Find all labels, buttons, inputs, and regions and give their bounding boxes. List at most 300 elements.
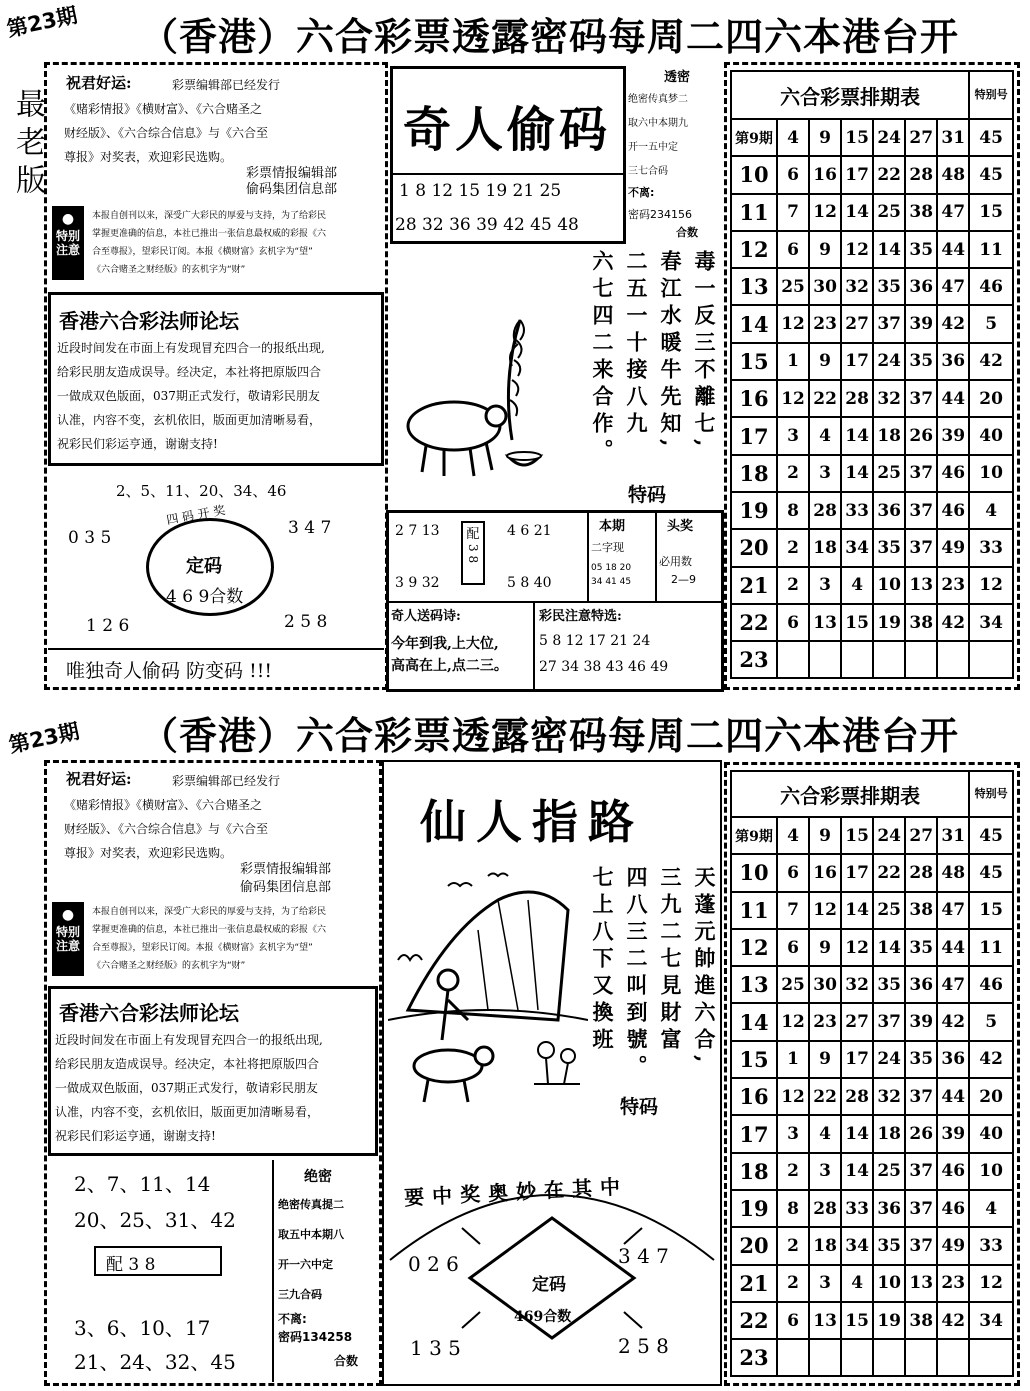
- schedule-row: [731, 231, 1013, 268]
- special-cell: 10: [969, 455, 1013, 492]
- number-cell: 35: [873, 529, 905, 566]
- number-cell: 35: [905, 343, 937, 380]
- number-cell: 49: [937, 529, 969, 566]
- number-cell: 37: [873, 305, 905, 342]
- number-cell: 35: [873, 268, 905, 305]
- number-cell: 24: [873, 343, 905, 380]
- period-cell: 20: [731, 529, 777, 566]
- notice-block: [52, 200, 382, 284]
- number-cell: 9: [809, 929, 841, 966]
- special-cell: [969, 641, 1013, 678]
- secret-code: 密码134258: [278, 1330, 353, 1344]
- schedule-row: [731, 604, 1013, 641]
- number-cell: 25: [873, 194, 905, 231]
- left-bottom-nums: 1 2 6: [86, 616, 130, 636]
- period-cell: 14: [731, 1003, 777, 1040]
- secret-line: 开一五中定: [628, 142, 678, 153]
- period-cell: 12: [731, 929, 777, 966]
- schedule-row: [731, 492, 1013, 529]
- benqi-nums: 05 18 20: [591, 563, 632, 573]
- divider: [533, 601, 535, 689]
- number-cell: 39: [905, 305, 937, 342]
- special-cell: 45: [969, 854, 1013, 891]
- tema-label: 特码: [628, 484, 667, 506]
- title-main: 奇人偷码: [403, 102, 612, 158]
- title-box: [390, 66, 626, 244]
- number-cell: 37: [905, 492, 937, 529]
- ding-sub: 469合数: [514, 1309, 572, 1325]
- special-cell: 12: [969, 567, 1013, 604]
- number-cell: 35: [873, 966, 905, 1003]
- period-cell: 21: [731, 567, 777, 604]
- period-cell: 11: [731, 892, 777, 929]
- period-cell: 23: [731, 641, 777, 678]
- number-cell: 3: [809, 1265, 841, 1302]
- poem-col-3: 春江水暖牛先知,: [658, 250, 683, 453]
- number-cell: 33: [841, 1190, 873, 1227]
- number-cell: 13: [809, 604, 841, 641]
- number-cell: 33: [841, 492, 873, 529]
- poem-col-4: 天蓬元帥進六合,: [692, 866, 717, 1069]
- number-cell: 23: [809, 1003, 841, 1040]
- number-cell: 7: [777, 194, 809, 231]
- number-cell: 37: [905, 1190, 937, 1227]
- number-cell: 47: [937, 194, 969, 231]
- number-cell: 6: [777, 604, 809, 641]
- number-cell: 3: [809, 455, 841, 492]
- period-cell: 19: [731, 492, 777, 529]
- period-cell: 15: [731, 1041, 777, 1078]
- number-cell: 38: [905, 194, 937, 231]
- period-cell: 22: [731, 1302, 777, 1339]
- secret-heshu: 合数: [676, 226, 698, 239]
- right-bottom-nums: 2 5 8: [618, 1334, 669, 1358]
- greeting-line: 《赌彩情报》《横财富》、《六合赌圣之: [64, 102, 263, 116]
- secret-line: 取五中本期八: [278, 1228, 344, 1241]
- greeting-line: 财经版》、《六合综合信息》与《六合至: [64, 126, 269, 140]
- special-cell: 20: [969, 380, 1013, 417]
- number-cell: 18: [809, 529, 841, 566]
- number-cell: 19: [873, 1302, 905, 1339]
- greeting-sign: 偷码集团信息部: [246, 182, 338, 197]
- number-cell: 14: [841, 1153, 873, 1190]
- number-cell: 36: [873, 1190, 905, 1227]
- special-cell: 46: [969, 966, 1013, 1003]
- special-cell: 11: [969, 231, 1013, 268]
- number-cell: 23: [809, 305, 841, 342]
- poem-col-1: 六七四二来合作。: [590, 250, 615, 466]
- number-cell: 26: [905, 1115, 937, 1152]
- number-cell: 18: [873, 1115, 905, 1152]
- number-cell: 39: [937, 417, 969, 454]
- special-cell: 15: [969, 892, 1013, 929]
- divider: [587, 513, 589, 601]
- schedule-row: [731, 1115, 1013, 1152]
- number-cell: 4: [809, 1115, 841, 1152]
- special-cell: 40: [969, 1115, 1013, 1152]
- schedule-row: [731, 1078, 1013, 1115]
- number-cell: 12: [841, 231, 873, 268]
- special-cell: 20: [969, 1078, 1013, 1115]
- schedule-row: [731, 380, 1013, 417]
- num-group: 3 9 32: [395, 575, 440, 591]
- number-cell: [777, 641, 809, 678]
- special-cell: 34: [969, 604, 1013, 641]
- poem-title: 奇人送码诗:: [391, 609, 461, 624]
- period-cell: 14: [731, 305, 777, 342]
- schedule-row: [731, 417, 1013, 454]
- greeting-block: [54, 764, 378, 894]
- period-cell: 23: [731, 1339, 777, 1376]
- schedule-row: [731, 1153, 1013, 1190]
- secret-line: 三七合码: [628, 166, 668, 177]
- number-cell: 36: [937, 343, 969, 380]
- schedule-row: [731, 817, 1013, 854]
- notice-line: 《六合赌圣之财经版》的玄机字为“财”: [92, 265, 246, 275]
- number-cell: 9: [809, 231, 841, 268]
- number-cell: 12: [809, 194, 841, 231]
- special-cell: 40: [969, 417, 1013, 454]
- special-cell: 46: [969, 268, 1013, 305]
- ding-title: 定码: [186, 556, 222, 577]
- secret-line: 取六中本期九: [628, 118, 688, 129]
- forum-line: 祝彩民们彩运亨通，谢谢支持!: [55, 1129, 216, 1143]
- number-cell: 49: [937, 1227, 969, 1264]
- number-cell: 12: [809, 892, 841, 929]
- schedule-row: [731, 854, 1013, 891]
- number-cell: 14: [841, 455, 873, 492]
- numbers-row: 1 8 12 15 19 21 25: [399, 181, 562, 201]
- period-cell: 20: [731, 1227, 777, 1264]
- number-cell: 38: [905, 1302, 937, 1339]
- slogan: 唯独奇人偷码 防变码 !!!: [66, 660, 272, 682]
- secret-nojump: 不离:: [278, 1312, 307, 1326]
- number-cell: 12: [777, 380, 809, 417]
- schedule-title: 六合彩票排期表: [731, 771, 969, 817]
- schedule-row: [731, 194, 1013, 231]
- number-cell: 9: [809, 343, 841, 380]
- number-cell: 24: [873, 1041, 905, 1078]
- divider: [389, 601, 721, 603]
- number-cell: 22: [809, 380, 841, 417]
- special-cell: 4: [969, 492, 1013, 529]
- number-cell: 44: [937, 231, 969, 268]
- bomb-icon: ●: [61, 211, 75, 227]
- special-cell: 42: [969, 1041, 1013, 1078]
- issue-label: 第23期: [6, 719, 82, 758]
- special-cell: 11: [969, 929, 1013, 966]
- poem-col-3: 三九二七見財富: [658, 866, 683, 1055]
- number-cell: 16: [809, 854, 841, 891]
- number-cell: 15: [841, 604, 873, 641]
- num-line: 20、25、31、42: [74, 1208, 236, 1232]
- notice-line: 本报自创刊以来，深受广大彩民的厚爱与支持，为了给彩民: [92, 907, 327, 917]
- schedule-row: [731, 1265, 1013, 1302]
- number-cell: 8: [777, 492, 809, 529]
- number-cell: 2: [777, 1227, 809, 1264]
- number-cell: 25: [873, 1153, 905, 1190]
- num-group: 4 6 21: [507, 523, 552, 539]
- number-cell: 47: [937, 966, 969, 1003]
- greeting-line: 彩票编辑部已经发行: [172, 774, 281, 788]
- benqi-title: 本期: [599, 519, 626, 534]
- greeting-block: [54, 68, 384, 198]
- special-cell: 45: [969, 817, 1013, 854]
- number-cell: 37: [905, 455, 937, 492]
- divider: [48, 648, 384, 650]
- ding-title: 定码: [532, 1275, 566, 1295]
- number-cell: 12: [841, 929, 873, 966]
- number-cell: 39: [937, 1115, 969, 1152]
- number-cell: 42: [937, 1302, 969, 1339]
- number-cell: 13: [905, 567, 937, 604]
- number-cell: 46: [937, 455, 969, 492]
- number-cell: [841, 641, 873, 678]
- number-cell: 37: [905, 1078, 937, 1115]
- period-cell: 18: [731, 1153, 777, 1190]
- period-cell: 第9期: [731, 817, 777, 854]
- number-cell: 34: [841, 529, 873, 566]
- number-cell: 35: [873, 1227, 905, 1264]
- greeting-line: 彩票编辑部已经发行: [172, 78, 281, 92]
- divider: [393, 173, 623, 175]
- number-cell: 2: [777, 455, 809, 492]
- number-cell: 1: [777, 1041, 809, 1078]
- pei-box: 配 3 8: [461, 521, 485, 585]
- number-cell: 22: [873, 156, 905, 193]
- number-cell: 23: [937, 1265, 969, 1302]
- left-top-nums: 0 3 5: [68, 528, 112, 548]
- number-cell: 46: [937, 492, 969, 529]
- number-cell: 32: [873, 380, 905, 417]
- secret-nojump: 不离:: [628, 186, 655, 199]
- bomb-icon: ●: [61, 907, 75, 923]
- poem-col-2: 二五一十接八九: [624, 250, 649, 439]
- schedule-row: [731, 892, 1013, 929]
- notice-title: 彩民注意特选:: [539, 609, 622, 624]
- number-cell: 22: [809, 1078, 841, 1115]
- number-cell: 37: [905, 1227, 937, 1264]
- number-cell: 28: [841, 380, 873, 417]
- greeting-line: 尊报》对奖表，欢迎彩民选购。: [64, 150, 233, 164]
- flower-illustration: [526, 1030, 586, 1090]
- num-line: 3、6、10、17: [74, 1316, 211, 1340]
- number-cell: 14: [873, 929, 905, 966]
- number-cell: 4: [777, 119, 809, 156]
- number-cell: 2: [777, 529, 809, 566]
- number-cell: 6: [777, 929, 809, 966]
- num-group: 5 8 40: [507, 575, 552, 591]
- arc-text: 四 码 开 奖: [165, 502, 227, 528]
- number-cell: 14: [873, 231, 905, 268]
- number-cell: [905, 641, 937, 678]
- schedule-table-bottom: [730, 770, 1014, 1377]
- number-cell: 17: [841, 343, 873, 380]
- number-cell: 46: [937, 1190, 969, 1227]
- schedule-row: [731, 1339, 1013, 1376]
- special-cell: 15: [969, 194, 1013, 231]
- period-cell: 16: [731, 380, 777, 417]
- secret-line: 绝密传真梦二: [628, 94, 688, 105]
- number-cell: 3: [809, 567, 841, 604]
- period-cell: 21: [731, 1265, 777, 1302]
- ding-sub: 4 6 9合数: [166, 587, 244, 607]
- number-cell: 12: [777, 1003, 809, 1040]
- number-cell: 36: [873, 492, 905, 529]
- number-cell: 15: [841, 817, 873, 854]
- period-cell: 11: [731, 194, 777, 231]
- number-cell: 30: [809, 966, 841, 1003]
- number-cell: 28: [841, 1078, 873, 1115]
- schedule-row: [731, 455, 1013, 492]
- notice-line: 《六合赌圣之财经版》的玄机字为“财”: [92, 961, 246, 971]
- schedule-row: [731, 1190, 1013, 1227]
- greeting-sign: 偷码集团信息部: [240, 880, 332, 895]
- number-cell: 26: [905, 417, 937, 454]
- right-top-nums: 3 4 7: [618, 1244, 669, 1268]
- number-cell: 46: [937, 1153, 969, 1190]
- number-cell: 34: [841, 1227, 873, 1264]
- forum-line: 近段时间发在市面上有发现冒充四合一的报纸出现,: [55, 1033, 323, 1047]
- number-cell: 9: [809, 119, 841, 156]
- special-label: 特别号: [969, 771, 1013, 817]
- special-label: 特别号: [969, 71, 1013, 119]
- number-cell: 37: [905, 380, 937, 417]
- number-cell: 44: [937, 1078, 969, 1115]
- number-cell: 38: [905, 604, 937, 641]
- number-cell: 6: [777, 1302, 809, 1339]
- left-numbers: [50, 1160, 270, 1382]
- number-cell: 23: [937, 567, 969, 604]
- number-cell: 48: [937, 156, 969, 193]
- poem-col-4: 毒一反三不離七,: [692, 250, 717, 453]
- number-cell: 6: [777, 854, 809, 891]
- forum-line: 认准，内容不变，玄机依旧，版面更加清晰易看，: [57, 413, 322, 427]
- schedule-row: [731, 641, 1013, 678]
- special-cell: 4: [969, 1190, 1013, 1227]
- number-cell: [905, 1339, 937, 1376]
- number-cell: [841, 1339, 873, 1376]
- pig-tree-illustration: [392, 300, 562, 490]
- notice-badge: ● 特别注意: [52, 206, 84, 280]
- number-cell: 18: [809, 1227, 841, 1264]
- number-cell: 24: [873, 817, 905, 854]
- period-cell: 19: [731, 1190, 777, 1227]
- number-cell: 17: [841, 1041, 873, 1078]
- forum-line: 祝彩民们彩运亨通，谢谢支持!: [57, 437, 218, 451]
- secret-line: 开一六中定: [278, 1258, 333, 1271]
- number-cell: 28: [809, 1190, 841, 1227]
- right-bottom-nums: 2 5 8: [284, 612, 328, 632]
- number-cell: 14: [841, 417, 873, 454]
- headline: （香港）六合彩票透露密码每周二四六本港台开: [140, 713, 960, 758]
- greeting-line: 尊报》对奖表，欢迎彩民选购。: [64, 846, 233, 860]
- number-cell: 17: [841, 854, 873, 891]
- tema-label: 特码: [620, 1096, 659, 1118]
- number-cell: 10: [873, 1265, 905, 1302]
- notice-line: 掌握更准确的信息，本社已推出一张信息最权威的彩报《六: [92, 925, 327, 935]
- number-cell: 14: [841, 1115, 873, 1152]
- greeting-line: 《赌彩情报》《横财富》、《六合赌圣之: [64, 798, 263, 812]
- number-cell: 27: [841, 1003, 873, 1040]
- number-cell: 17: [841, 156, 873, 193]
- number-cell: 32: [841, 268, 873, 305]
- number-cell: 27: [841, 305, 873, 342]
- number-cell: 16: [809, 156, 841, 193]
- left-top-nums: 0 2 6: [408, 1252, 459, 1276]
- toujiang-sub: 必用数: [659, 555, 692, 568]
- forum-line: 认准，内容不变，玄机依旧，版面更加清晰易看，: [55, 1105, 320, 1119]
- number-cell: 25: [873, 455, 905, 492]
- number-cell: 25: [777, 966, 809, 1003]
- schedule-row: [731, 268, 1013, 305]
- special-cell: [969, 1339, 1013, 1376]
- number-cell: 30: [809, 268, 841, 305]
- forum-block: [48, 292, 384, 466]
- num-group: 2 7 13: [395, 523, 440, 539]
- headline: （香港）六合彩票透露密码每周二四六本港台开: [140, 14, 960, 59]
- greeting-title: 祝君好运:: [66, 770, 132, 788]
- number-cell: 15: [841, 119, 873, 156]
- number-cell: 4: [777, 817, 809, 854]
- forum-title: 香港六合彩法师论坛: [59, 309, 239, 333]
- number-cell: 36: [905, 966, 937, 1003]
- number-cell: 37: [905, 1153, 937, 1190]
- benqi-nums: 34 41 45: [591, 577, 632, 587]
- secret-box: [272, 1160, 378, 1382]
- period-cell: 22: [731, 604, 777, 641]
- number-cell: 28: [809, 492, 841, 529]
- notice-nums: 27 34 38 43 46 49: [539, 659, 669, 675]
- secret-code: 密码234156: [628, 208, 692, 221]
- number-cell: 42: [937, 1003, 969, 1040]
- number-cell: [777, 1339, 809, 1376]
- secret-title: 透密: [664, 70, 691, 85]
- number-cell: 19: [873, 604, 905, 641]
- lower-mid-box: [386, 510, 724, 692]
- benqi-sub: 二字现: [591, 541, 624, 554]
- number-cell: 3: [777, 1115, 809, 1152]
- special-cell: 45: [969, 156, 1013, 193]
- number-cell: 1: [777, 343, 809, 380]
- toujiang-range: 2—9: [671, 573, 696, 586]
- greeting-sign: 彩票情报编辑部: [246, 166, 338, 181]
- num-line: 2、7、11、14: [74, 1172, 211, 1196]
- number-cell: 12: [777, 305, 809, 342]
- forum-title: 香港六合彩法师论坛: [59, 1001, 239, 1025]
- schedule-row: [731, 305, 1013, 342]
- number-cell: 22: [873, 854, 905, 891]
- forum-line: 一做成双色版面，037期正式发行，敬请彩民朋友: [55, 1081, 318, 1095]
- greeting-line: 财经版》、《六合综合信息》与《六合至: [64, 822, 269, 836]
- period-cell: 第9期: [731, 119, 777, 156]
- number-cell: 47: [937, 268, 969, 305]
- number-cell: [809, 1339, 841, 1376]
- number-cell: 13: [905, 1265, 937, 1302]
- number-cell: 4: [841, 1265, 873, 1302]
- period-cell: 10: [731, 156, 777, 193]
- number-cell: [809, 641, 841, 678]
- side-label: 最老版: [10, 88, 45, 202]
- special-cell: 12: [969, 1265, 1013, 1302]
- number-cell: 47: [937, 892, 969, 929]
- number-cell: 7: [777, 892, 809, 929]
- number-cell: 32: [841, 966, 873, 1003]
- special-cell: 5: [969, 1003, 1013, 1040]
- number-cell: 3: [809, 1153, 841, 1190]
- notice-line: 合至尊报》，望彩民订阅。本报《横财富》玄机字为“望”: [92, 943, 313, 953]
- number-cell: 24: [873, 119, 905, 156]
